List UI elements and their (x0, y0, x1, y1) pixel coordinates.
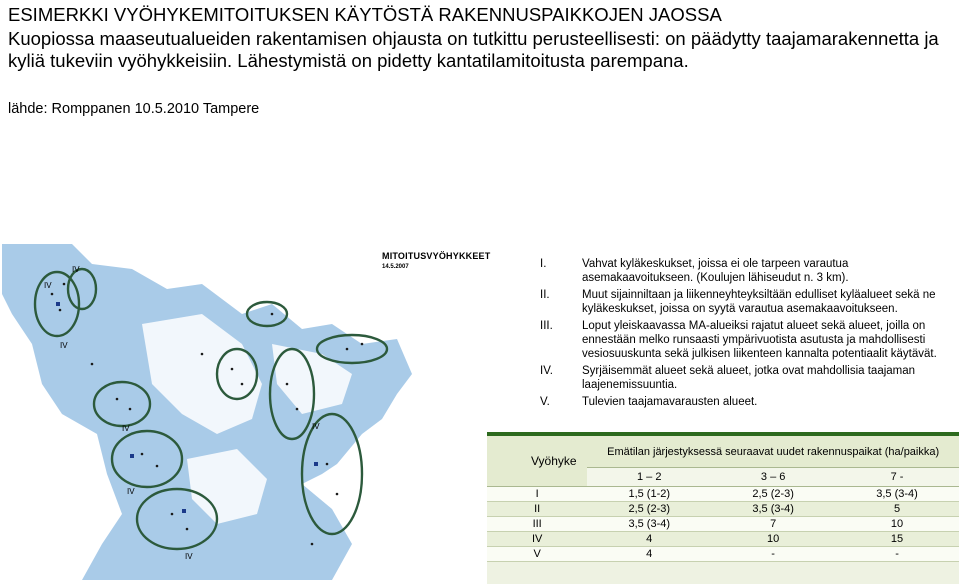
table-row (487, 532, 959, 547)
page-title: ESIMERKKI VYÖHYKEMITOITUKSEN KÄYTÖSTÄ RAKENNUSPAIKKOJEN JAOSSA (8, 4, 722, 25)
zone-number: I. (540, 258, 547, 270)
zone-description: Tulevien taajamavarausten alueet. (582, 396, 758, 408)
zone-number: IV. (540, 365, 554, 377)
value-cell: 3,5 (3-4) (587, 517, 711, 532)
group-header: Emätilan järjestyksessä seuraavat uudet rakennuspaikat (ha/paikka) (587, 436, 959, 468)
value-cell: 7 (711, 517, 835, 532)
zone-label: IV (44, 281, 52, 290)
column-header: 7 - (835, 468, 959, 487)
zoning-map (2, 244, 491, 580)
zone-number: III. (540, 320, 553, 332)
dimensioning-table (487, 432, 959, 584)
column-header: 1 – 2 (587, 468, 711, 487)
zone-legend (540, 257, 955, 412)
intro-paragraph: Kuopiossa maaseutualueiden rakentamisen ohjausta on tutkittu perusteellisesti: on päädytty taajamarakennetta ja kyliä tukeviin vyöhykkeisiin. Lähestymistä on pidetty kantatilamitoitusta parempana. (8, 28, 939, 71)
zone-cell: V (487, 547, 587, 562)
map-title: MITOITUSVYÖHYKKEET (382, 251, 491, 261)
zone-description: Syrjäisemmät alueet sekä alueet, jotka ovat mahdollisia taajaman laajenemissuuntia. (582, 365, 916, 391)
zone-label: IV (72, 265, 80, 274)
zone-label: IV (185, 552, 193, 561)
value-cell: 10 (711, 532, 835, 547)
zone-label: IV (60, 341, 68, 350)
value-cell: 2,5 (2-3) (587, 502, 711, 517)
source-note: lähde: Romppanen 10.5.2010 Tampere (8, 101, 260, 117)
table-row (487, 517, 959, 532)
zone-label: IV (312, 422, 320, 431)
zone-legend-row (540, 364, 955, 392)
table-row (487, 502, 959, 517)
value-cell: 5 (835, 502, 959, 517)
column-header: 3 – 6 (711, 468, 835, 487)
value-cell: 1,5 (1-2) (587, 487, 711, 502)
zone-label: IV (122, 424, 130, 433)
zone-number: II. (540, 289, 550, 301)
table-row (487, 487, 959, 502)
zone-cell: II (487, 502, 587, 517)
zone-description: Loput yleiskaavassa MA-alueiksi rajatut alueet sekä alueet, joilla on ennestään melko runsaasti ympärivuotista asutusta ja mahdollisesti vesiosuuskunta sekä julkisen liikenteen kannalta potentiaalit käytävät. (582, 320, 937, 360)
value-cell: 10 (835, 517, 959, 532)
zone-label: IV (127, 487, 135, 496)
map-date: 14.5.2007 (382, 264, 409, 270)
value-cell: - (835, 547, 959, 562)
value-cell: 4 (587, 547, 711, 562)
value-cell: 3,5 (3-4) (711, 502, 835, 517)
zone-cell: III (487, 517, 587, 532)
zone-cell: I (487, 487, 587, 502)
value-cell: 2,5 (2-3) (711, 487, 835, 502)
value-cell: - (711, 547, 835, 562)
value-cell: 15 (835, 532, 959, 547)
zone-legend-row (540, 319, 955, 361)
zone-legend-row (540, 395, 955, 409)
zone-number: V. (540, 396, 550, 408)
zone-column-header: Vyöhyke (487, 436, 587, 487)
table-row (487, 547, 959, 562)
zone-legend-row (540, 288, 955, 316)
zone-description: Muut sijainniltaan ja liikenneyhteyksiltään edulliset kyläalueet sekä ne kyläkeskukset, joissa on syytä varautua asemakaavoitukseen. (582, 289, 936, 315)
value-cell: 3,5 (3-4) (835, 487, 959, 502)
zone-description: Vahvat kyläkeskukset, joissa ei ole tarpeen varautua asemakaavoitukseen. (Koulujen lähiseudut n. 3 km). (582, 258, 849, 284)
value-cell: 4 (587, 532, 711, 547)
zone-cell: IV (487, 532, 587, 547)
zone-legend-row (540, 257, 955, 285)
